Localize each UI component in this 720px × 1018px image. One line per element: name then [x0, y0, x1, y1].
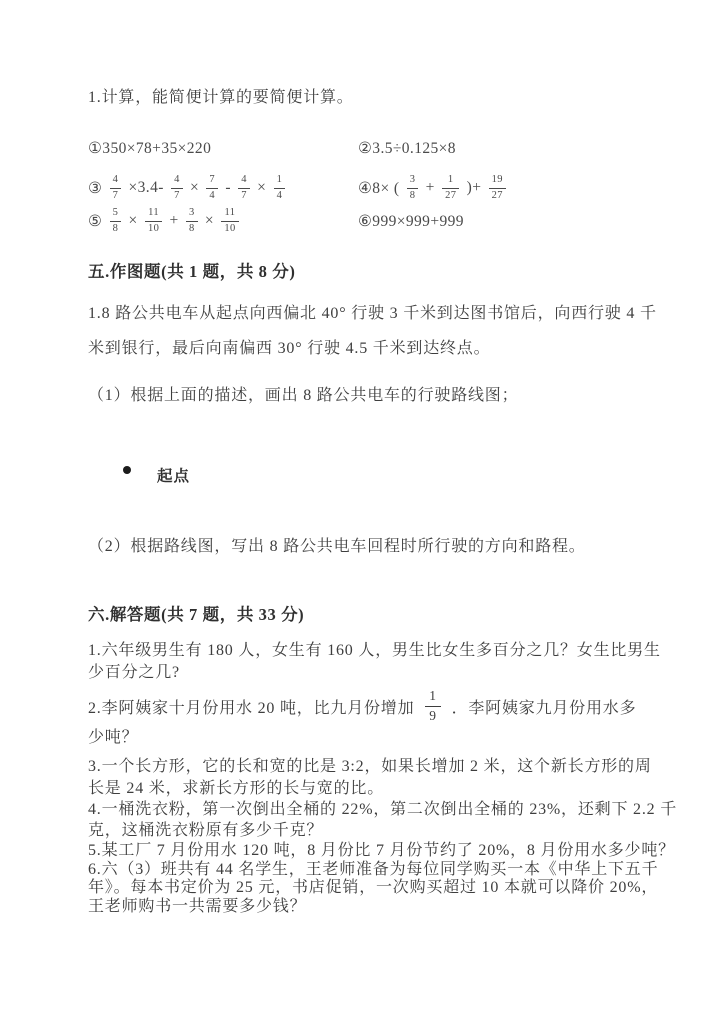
problem5-line1: 5.某工厂 7 月份用水 120 吨，8 月份比 7 月份节约了 20%，8 月份用水多少吨？: [88, 842, 675, 859]
problem6-line2: 年》。每本书定价为 25 元，书店促销，一次购买超过 10 本就可以降价 20%，: [88, 879, 659, 896]
equation-5: ⑤ $\frac{5}{8}$ × $\frac{11}{10}$ + $\frac{3}{8}$ × $\frac{11}{10}$: [88, 204, 242, 238]
problem6-line1: 6.六（3）班共有 44 名学生，王老师准备为每位同学购买一本《中华上下五千: [88, 861, 659, 878]
start-point-label: 起点: [157, 468, 191, 485]
problem3-line2: 长是 24 米，求新长方形的长与宽的比。: [88, 780, 385, 797]
section5-subquestion-1: （1）根据上面的描述，画出 8 路公共电车的行驶路线图；: [88, 387, 519, 404]
problem1-line1: 1.六年级男生有 180 人，女生有 160 人，男生比女生多百分之几？女生比男生: [88, 642, 661, 659]
problem2-line1: 2.李阿姨家十月份用水 20 吨，比九月份增加 $\frac{1}{9}$ ．李阿姨家九月份用水多: [88, 688, 637, 723]
equation-3: ③ $\frac{4}{7}$ ×3.4- $\frac{4}{7}$ × $\frac{7}{4}$ - $\frac{4}{7}$ × $\frac{1}{4}$: [88, 171, 288, 205]
section5-subquestion-2: （2）根据路线图，写出 8 路公共电车回程时所行驶的方向和路程。: [88, 538, 586, 555]
section5-intro-line2: 米到银行，最后向南偏西 30° 行驶 4.5 千米到达终点。: [88, 340, 491, 357]
problem4-line2: 克，这桶洗衣粉原有多少千克？: [88, 822, 324, 839]
problem3-line1: 3.一个长方形，它的长和宽的比是 3:2，如果长增加 2 米，这个新长方形的周: [88, 758, 652, 775]
calc-question-title: 1.计算，能简便计算的要简便计算。: [88, 89, 354, 106]
fraction: $\frac{11}{10}$: [221, 207, 238, 234]
fraction: $\frac{3}{8}$: [186, 207, 198, 234]
fraction: $\frac{4}{7}$: [110, 174, 122, 201]
section5-intro-line1: 1.8 路公共电车从起点向西偏北 40° 行驶 3 千米到达图书馆后，向西行驶 4 千: [88, 305, 657, 322]
fraction: $\frac{5}{8}$: [110, 207, 122, 234]
start-point-dot: [123, 466, 131, 474]
fraction: $\frac{19}{27}$: [489, 174, 506, 201]
problem6-line3: 王老师购书一共需要多少钱？: [88, 898, 307, 915]
fraction: $\frac{1}{4}$: [274, 174, 286, 201]
fraction: $\frac{7}{4}$: [206, 174, 218, 201]
equation-2: ②3.5÷0.125×8: [358, 140, 456, 157]
fraction: $\frac{4}{7}$: [171, 174, 183, 201]
fraction: $\frac{3}{8}$: [407, 174, 419, 201]
equation-4: ④8× ( $\frac{3}{8}$ + $\frac{1}{27}$ )+ $\frac{19}{27}$: [358, 171, 509, 205]
equation-1: ①350×78+35×220: [88, 140, 212, 157]
fraction: $\frac{4}{7}$: [238, 174, 250, 201]
problem1-line2: 少百分之几?: [88, 664, 180, 681]
fraction: $\frac{1}{9}$: [425, 688, 441, 723]
problem4-line1: 4.一桶洗衣粉，第一次倒出全桶的 22%，第二次倒出全桶的 23%，还剩下 2.2 千: [88, 801, 678, 818]
fraction: $\frac{11}{10}$: [145, 207, 162, 234]
problem2-line2: 少吨？: [88, 729, 139, 746]
fraction: $\frac{1}{27}$: [442, 174, 459, 201]
section6-heading: 六.解答题(共 7 题，共 33 分): [88, 605, 305, 624]
section5-heading: 五.作图题(共 1 题，共 8 分): [88, 262, 296, 281]
equation-6: ⑥999×999+999: [358, 212, 464, 230]
